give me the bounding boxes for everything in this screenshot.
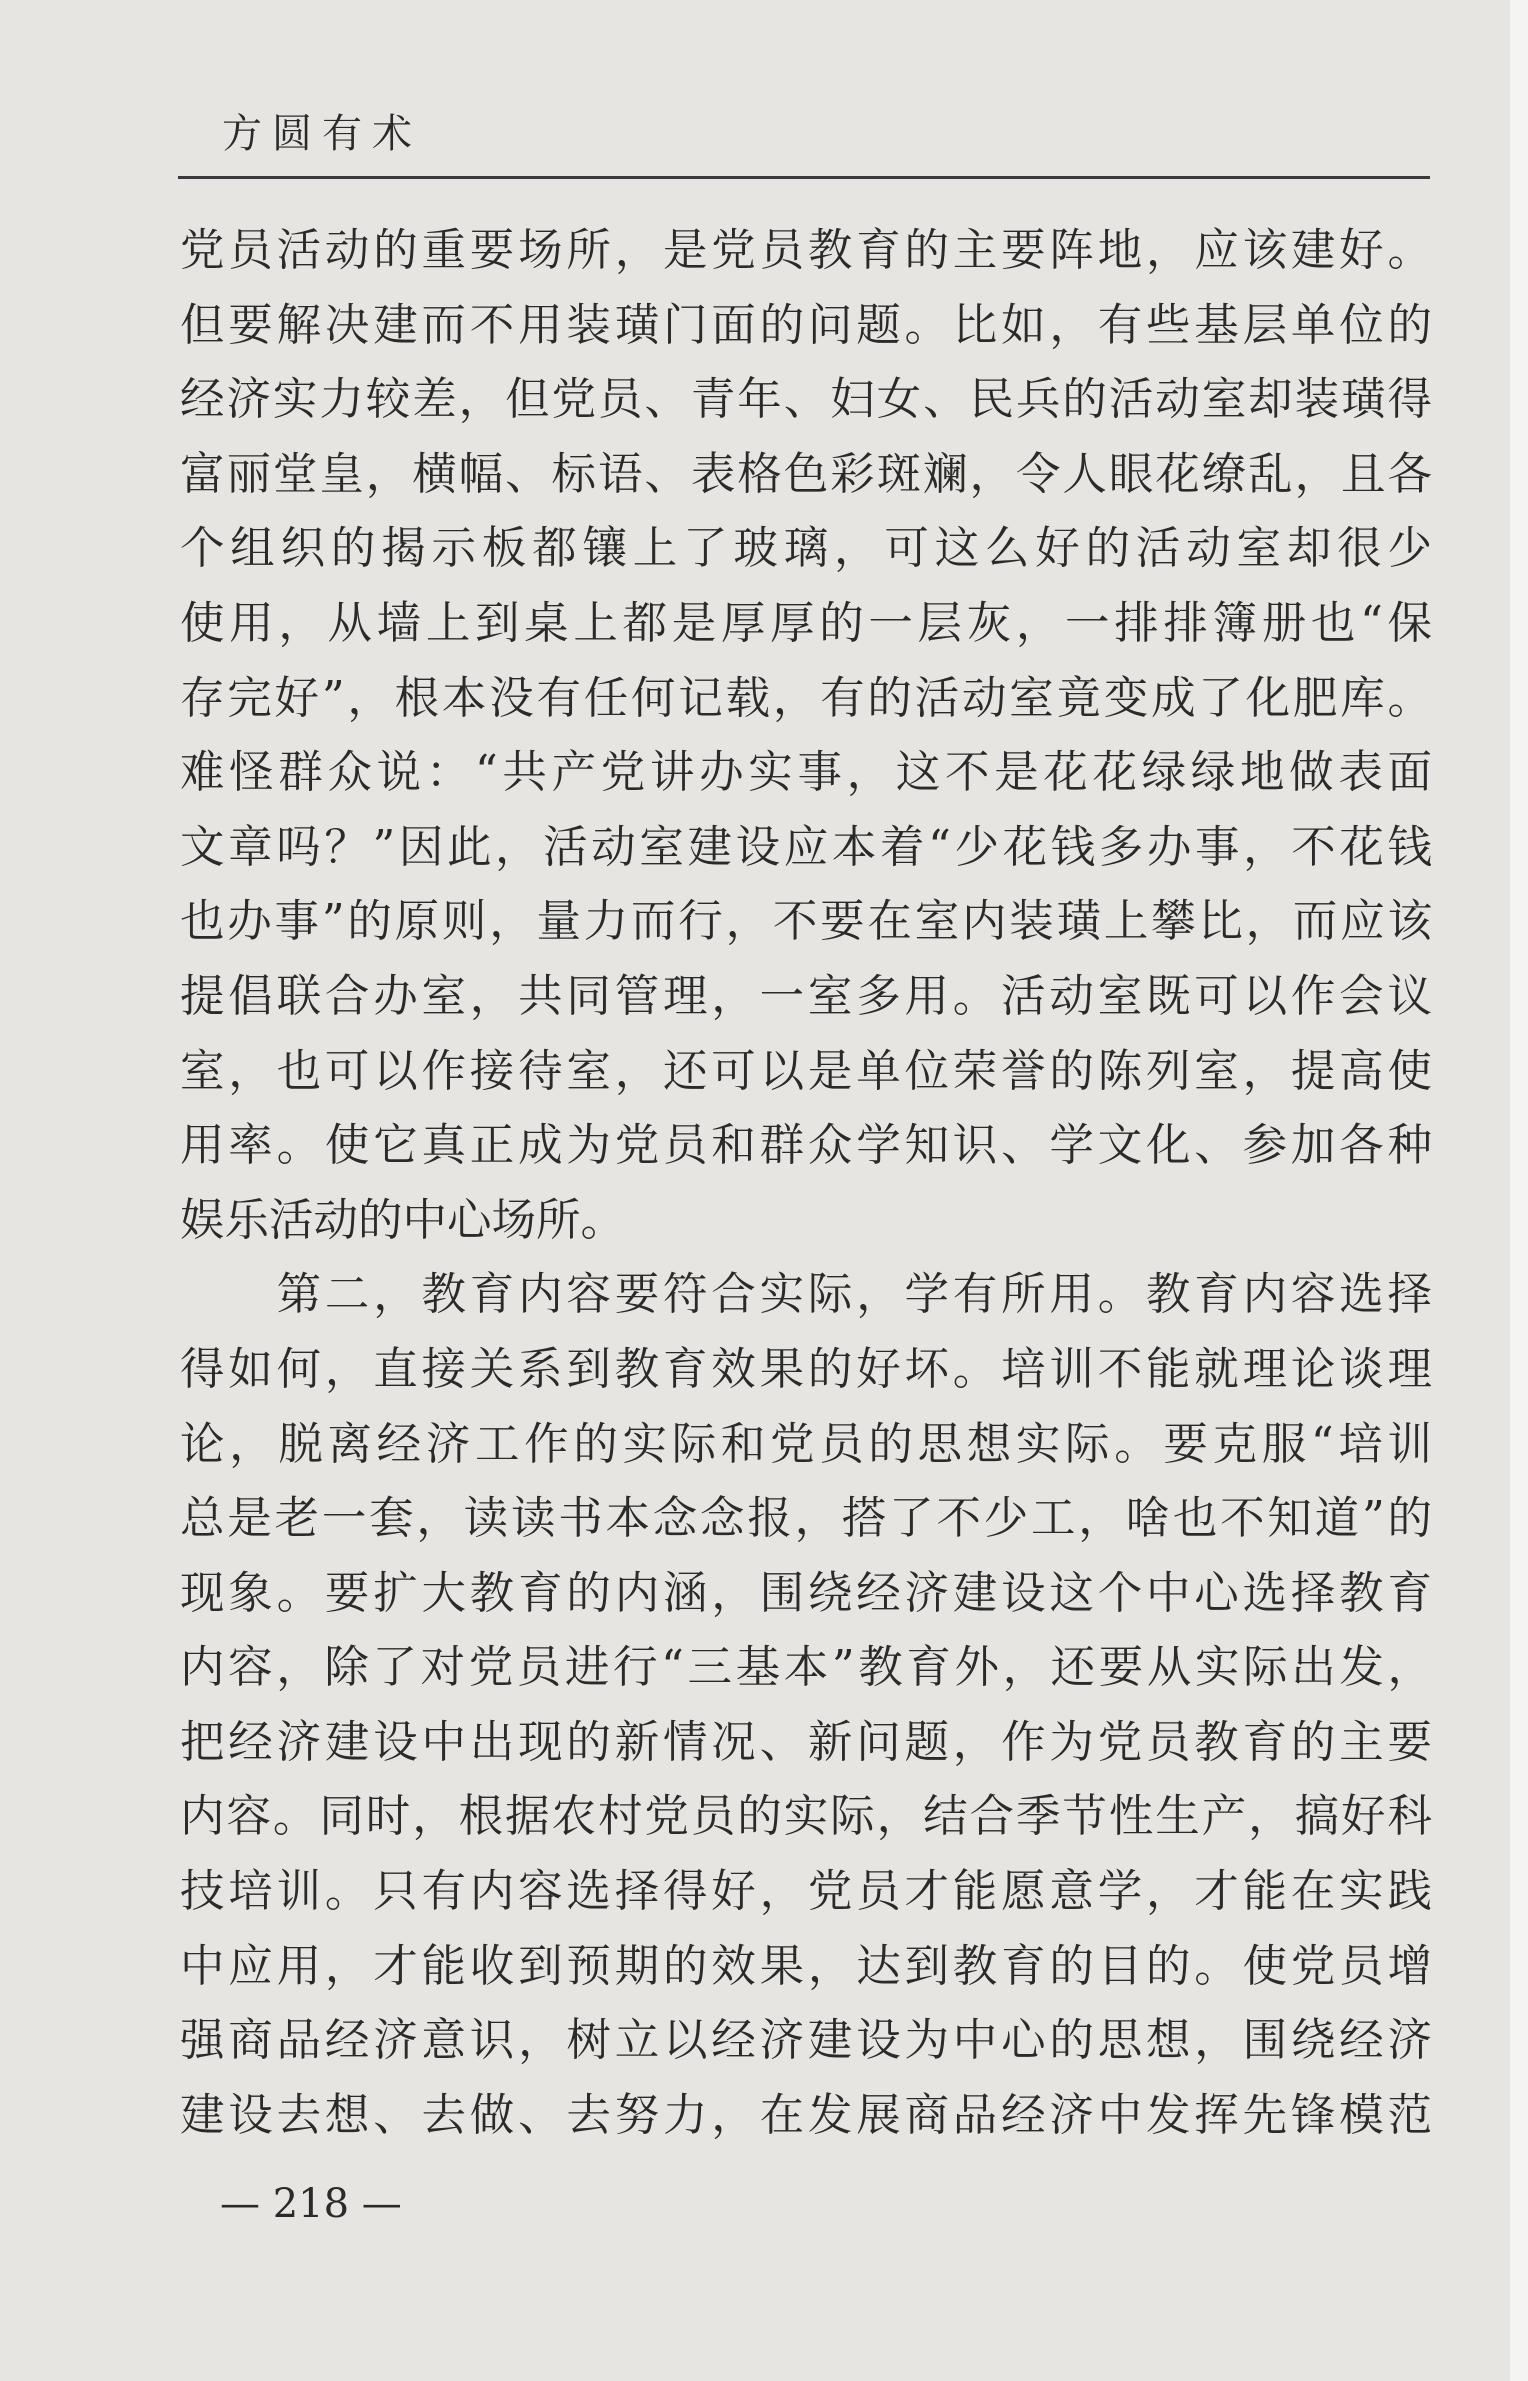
page-edge [1510, 0, 1528, 2381]
text-line: 富丽堂皇，横幅、标语、表格色彩斑斓，令人眼花缭乱，且各 [180, 448, 1432, 500]
page-number: — 218 — [220, 2181, 402, 2227]
text-line: 也办事”的原则，量力而行，不要在室内装璜上攀比，而应该 [180, 896, 1432, 948]
text-line: 建设去想、去做、去努力，在发展商品经济中发挥先锋模范 [180, 2089, 1432, 2141]
body-text [180, 214, 1432, 2153]
text-line: 但要解决建而不用装璜门面的问题。比如，有些基层单位的 [180, 299, 1432, 351]
text-line: 使用，从墙上到桌上都是厚厚的一层灰，一排排簿册也“保 [180, 597, 1432, 649]
text-line: 技培训。只有内容选择得好，党员才能愿意学，才能在实践 [180, 1866, 1432, 1918]
text-line: 提倡联合办室，共同管理，一室多用。活动室既可以作会议 [180, 970, 1432, 1022]
text-line: 难怪群众说：“共产党讲办实事，这不是花花绿绿地做表面 [180, 747, 1432, 799]
text-line: 存完好”，根本没有任何记载，有的活动室竟变成了化肥库。 [180, 672, 1432, 724]
text-line: 现象。要扩大教育的内涵，围绕经济建设这个中心选择教育 [180, 1567, 1432, 1619]
text-line: 中应用，才能收到预期的效果，达到教育的目的。使党员增 [180, 1940, 1432, 1992]
text-line: 总是老一套，读读书本念念报，搭了不少工，啥也不知道”的 [180, 1493, 1432, 1545]
text-line: 把经济建设中出现的新情况、新问题，作为党员教育的主要 [180, 1716, 1432, 1768]
text-line: 娱乐活动的中心场所。 [180, 1194, 626, 1246]
text-line: 经济实力较差，但党员、青年、妇女、民兵的活动室却装璜得 [180, 374, 1432, 426]
text-line: 内容。同时，根据农村党员的实际，结合季节性生产，搞好科 [180, 1791, 1432, 1843]
text-line: 党员活动的重要场所，是党员教育的主要阵地，应该建好。 [180, 225, 1432, 276]
text-line: 个组织的揭示板都镶上了玻璃，可这么好的活动室却很少 [180, 523, 1432, 575]
text-line: 论，脱离经济工作的实际和党员的思想实际。要克服“培训 [180, 1418, 1432, 1470]
text-line: 室，也可以作接待室，还可以是单位荣誉的陈列室，提高使 [180, 1045, 1432, 1097]
text-line: 得如何，直接关系到教育效果的好坏。培训不能就理论谈理 [180, 1343, 1432, 1395]
text-line: 用率。使它真正成为党员和群众学知识、学文化、参加各种 [180, 1120, 1432, 1172]
text-line: 内容，除了对党员进行“三基本”教育外，还要从实际出发， [180, 1642, 1432, 1694]
text-line: 强商品经济意识，树立以经济建设为中心的思想，围绕经济 [180, 2015, 1432, 2067]
text-line: 第二，教育内容要符合实际，学有所用。教育内容选择 [180, 1269, 1432, 1321]
header-rule [178, 176, 1430, 179]
text-line: 文章吗？”因此，活动室建设应本着“少花钱多办事，不花钱 [180, 821, 1432, 873]
running-head: 方圆有术 [222, 111, 422, 157]
